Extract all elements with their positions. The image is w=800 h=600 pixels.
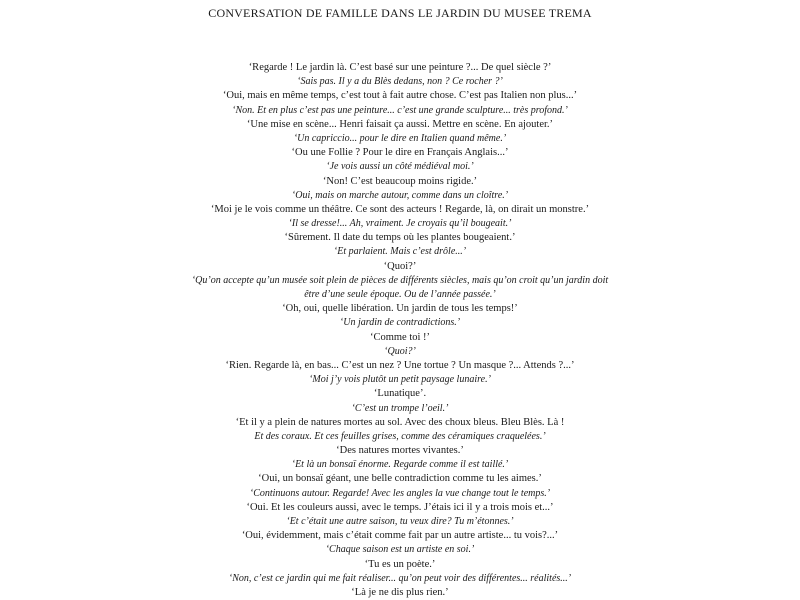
page-title: CONVERSATION DE FAMILLE DANS LE JARDIN DU MUSEE TREMA <box>208 6 592 20</box>
dialogue-line: ‘Quoi?’ <box>383 260 417 272</box>
dialogue-list <box>0 61 800 600</box>
dialogue-line: ‘Quoi?’ <box>384 345 416 357</box>
dialogue-line: ‘Il se dresse!... Ah, vraiment. Je croyais qu’il bougeait.’ <box>288 218 512 230</box>
dialogue-line: ‘Regarde ! Le jardin là. C’est basé sur une peinture ?... De quel siècle ?’ <box>248 62 552 73</box>
dialogue-line: ‘Des natures mortes vivantes.’ <box>336 445 464 457</box>
dialogue-line: ‘Non, c’est ce jardin qui me fait réaliser... qu’on peut voir des différentes... réalités...’ <box>228 572 572 584</box>
dialogue-line: ‘Un capriccio... pour le dire en Italien quand même.’ <box>293 132 507 144</box>
dialogue-line: ‘C’est un trompe l’oeil.’ <box>351 402 449 414</box>
dialogue-line: ‘Oui, mais on marche autour, comme dans un cloître.’ <box>291 189 509 201</box>
dialogue-line: ‘Et c’était une autre saison, tu veux dire? Tu m’étonnes.’ <box>286 516 514 528</box>
dialogue-line: ‘Un jardin de contradictions.’ <box>339 317 461 329</box>
dialogue-line: ‘Oui, mais en même temps, c’est tout à fait autre chose. C’est pas Italien non plus...’ <box>222 90 578 102</box>
dialogue-line: ‘Lunatique’. <box>373 388 427 400</box>
dialogue-line: ‘Et là un bonsaï énorme. Regarde comme il est taillé.’ <box>291 459 509 471</box>
dialogue-line: ‘Et parlaient. Mais c’est drôle...’ <box>333 246 467 258</box>
dialogue-line: ‘Sais pas. Il y a du Blès dedans, non ? Ce rocher ?’ <box>297 76 503 88</box>
dialogue-line: ‘Moi je le vois comme un théâtre. Ce sont des acteurs ! Regarde, là, on dirait un monstre.’ <box>210 203 590 215</box>
dialogue-line: Et des coraux. Et ces feuilles grises, comme des céramiques craquelées.’ <box>254 430 546 442</box>
dialogue-line: ‘Sûrement. Il date du temps où les plantes bougeaient.’ <box>284 232 516 244</box>
dialogue-line: ‘Non! C’est beaucoup moins rigide.’ <box>322 175 478 187</box>
dialogue-line: ‘Oui, évidemment, mais c’était comme fait par un autre artiste... tu vois?...’ <box>241 530 559 542</box>
dialogue-line: ‘Rien. Regarde là, en bas... C’est un nez ? Une tortue ? Un masque ?... Attends ?...’ <box>225 359 575 371</box>
dialogue-line: ‘Ou une Follie ? Pour le dire en Français Anglais...’ <box>291 147 509 159</box>
dialogue-line: ‘Non. Et en plus c’est pas une peinture... c’est une grande sculpture... très profond.’ <box>232 104 568 116</box>
dialogue-line: ‘Chaque saison est un artiste en soi.’ <box>325 544 475 556</box>
dialogue-line: ‘Comme toi !’ <box>369 331 431 343</box>
dialogue-line: ‘Et il y a plein de natures mortes au sol. Avec des choux bleus. Bleu Blès. Là ! <box>235 416 565 428</box>
dialogue-line: ‘Tu es un poète.’ <box>364 558 436 570</box>
dialogue-line: ‘Une mise en scène... Henri faisait ça aussi. Mettre en scène. En ajouter.’ <box>246 118 554 130</box>
dialogue-line: ‘Oh, oui, quelle libération. Un jardin de tous les temps!’ <box>282 303 518 315</box>
dialogue-line: ‘Oui. Et les couleurs aussi, avec le temps. J’étais ici il y a trois mois et...’ <box>246 501 554 513</box>
dialogue-line: ‘Continuons autour. Regarde! Avec les angles la vue change tout le temps.’ <box>249 487 551 499</box>
dialogue-line: ‘Qu’on accepte qu’un musée soit plein de pièces de différents siècles, mais qu’on croit qu’un jardin doit être d’une seule époque. Ou de l’année passée.’ <box>191 274 609 301</box>
dialogue-line: ‘Oui, un bonsaï géant, une belle contradiction comme tu les aimes.’ <box>258 473 542 485</box>
dialogue-line: ‘Là je ne dis plus rien.’ <box>351 586 449 598</box>
dialogue-line: ‘Je vois aussi un côté médiéval moi.’ <box>326 161 474 173</box>
dialogue-line: ‘Moi j’y vois plutôt un petit paysage lunaire.’ <box>309 374 491 386</box>
